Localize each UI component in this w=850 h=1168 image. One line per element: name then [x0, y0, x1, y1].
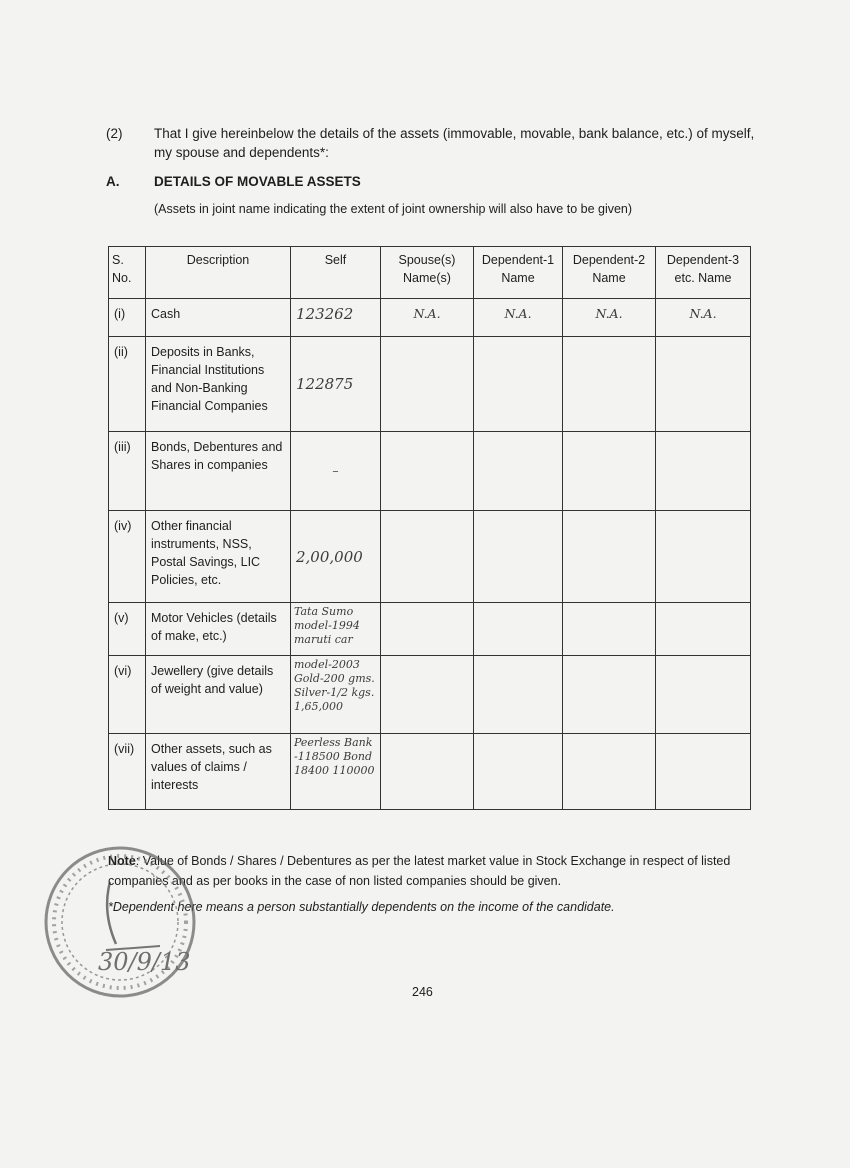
- header-dependent-2: Dependent-2 Name: [563, 247, 656, 299]
- intro-number: (2): [106, 126, 123, 141]
- row-spouse-value: [381, 734, 474, 810]
- note-label: Note: [108, 854, 136, 868]
- row-description: Other financial instruments, NSS, Postal Savings, LIC Policies, etc.: [146, 511, 291, 603]
- row-sno: (v): [109, 603, 146, 656]
- row-dependent-1-value: [474, 337, 563, 432]
- header-sno: S. No.: [109, 247, 146, 299]
- row-dependent-1-value: [474, 734, 563, 810]
- row-self-value: 2,00,000: [291, 511, 381, 603]
- header-description: Description: [146, 247, 291, 299]
- row-spouse-value: N.A.: [381, 299, 474, 337]
- section-note: (Assets in joint name indicating the extent of joint ownership will also have to be given): [154, 202, 633, 216]
- table-row: [109, 656, 751, 734]
- row-description: Motor Vehicles (details of make, etc.): [146, 603, 291, 656]
- header-dependent-3: Dependent-3 etc. Name: [656, 247, 751, 299]
- row-dependent-3-value: [656, 432, 751, 511]
- row-sno: (ii): [109, 337, 146, 432]
- table-row: [109, 603, 751, 656]
- header-dependent-1: Dependent-1 Name: [474, 247, 563, 299]
- row-sno: (vii): [109, 734, 146, 810]
- row-sno: (vi): [109, 656, 146, 734]
- row-description: Deposits in Banks, Financial Institutions and Non-Banking Financial Companies: [146, 337, 291, 432]
- movable-assets-table: [108, 246, 751, 810]
- row-dependent-2-value: [563, 656, 656, 734]
- table-row: [109, 432, 751, 511]
- header-spouse: Spouse(s) Name(s): [381, 247, 474, 299]
- row-dependent-1-value: [474, 603, 563, 656]
- row-dependent-2-value: [563, 511, 656, 603]
- note-text: : Value of Bonds / Shares / Debentures as per the latest market value in Stock Exchange in respect of listed companies and as per books in the case of non listed companies should be given.: [108, 854, 731, 888]
- header-self: Self: [291, 247, 381, 299]
- row-spouse-value: [381, 337, 474, 432]
- row-dependent-2-value: [563, 734, 656, 810]
- row-self-value: Tata Sumo model-1994 maruti car: [291, 603, 381, 656]
- row-spouse-value: [381, 603, 474, 656]
- table-header-row: [109, 247, 751, 299]
- row-self-value: 123262: [291, 299, 381, 337]
- page-number: 246: [412, 985, 433, 999]
- row-description: Cash: [146, 299, 291, 337]
- row-spouse-value: [381, 432, 474, 511]
- note-paragraph: [108, 851, 758, 891]
- official-seal-stamp: [40, 842, 200, 1002]
- section-letter: A.: [106, 174, 120, 189]
- stamp-date: 30/9/13: [98, 948, 191, 976]
- row-description: Jewellery (give details of weight and value): [146, 656, 291, 734]
- intro-text: That I give hereinbelow the details of the assets (immovable, movable, bank balance, etc.) of myself, my spouse and dependents*:: [154, 126, 755, 160]
- row-spouse-value: [381, 656, 474, 734]
- table-row: [109, 734, 751, 810]
- section-title: DETAILS OF MOVABLE ASSETS: [154, 174, 361, 189]
- row-dependent-3-value: N.A.: [656, 299, 751, 337]
- row-dependent-2-value: N.A.: [563, 299, 656, 337]
- row-sno: (i): [109, 299, 146, 337]
- row-description: Other assets, such as values of claims / interests: [146, 734, 291, 810]
- row-dependent-1-value: N.A.: [474, 299, 563, 337]
- table-row: [109, 511, 751, 603]
- row-self-value: model-2003 Gold-200 gms. Silver-1/2 kgs. 1,65,000: [291, 656, 381, 734]
- row-self-value: –: [291, 432, 381, 511]
- row-dependent-1-value: [474, 432, 563, 511]
- row-dependent-3-value: [656, 337, 751, 432]
- row-dependent-3-value: [656, 603, 751, 656]
- row-description: Bonds, Debentures and Shares in companies: [146, 432, 291, 511]
- row-dependent-3-value: [656, 734, 751, 810]
- row-dependent-1-value: [474, 656, 563, 734]
- table-row: [109, 337, 751, 432]
- row-dependent-2-value: [563, 432, 656, 511]
- row-sno: (iii): [109, 432, 146, 511]
- row-sno: (iv): [109, 511, 146, 603]
- row-dependent-3-value: [656, 511, 751, 603]
- row-self-value: 122875: [291, 337, 381, 432]
- row-self-value: Peerless Bank -118500 Bond 18400 110000: [291, 734, 381, 810]
- row-spouse-value: [381, 511, 474, 603]
- row-dependent-1-value: [474, 511, 563, 603]
- row-dependent-3-value: [656, 656, 751, 734]
- row-dependent-2-value: [563, 603, 656, 656]
- table-row: [109, 299, 751, 337]
- row-dependent-2-value: [563, 337, 656, 432]
- dependent-footnote: *Dependent here means a person substantially dependents on the income of the candidate.: [108, 900, 615, 914]
